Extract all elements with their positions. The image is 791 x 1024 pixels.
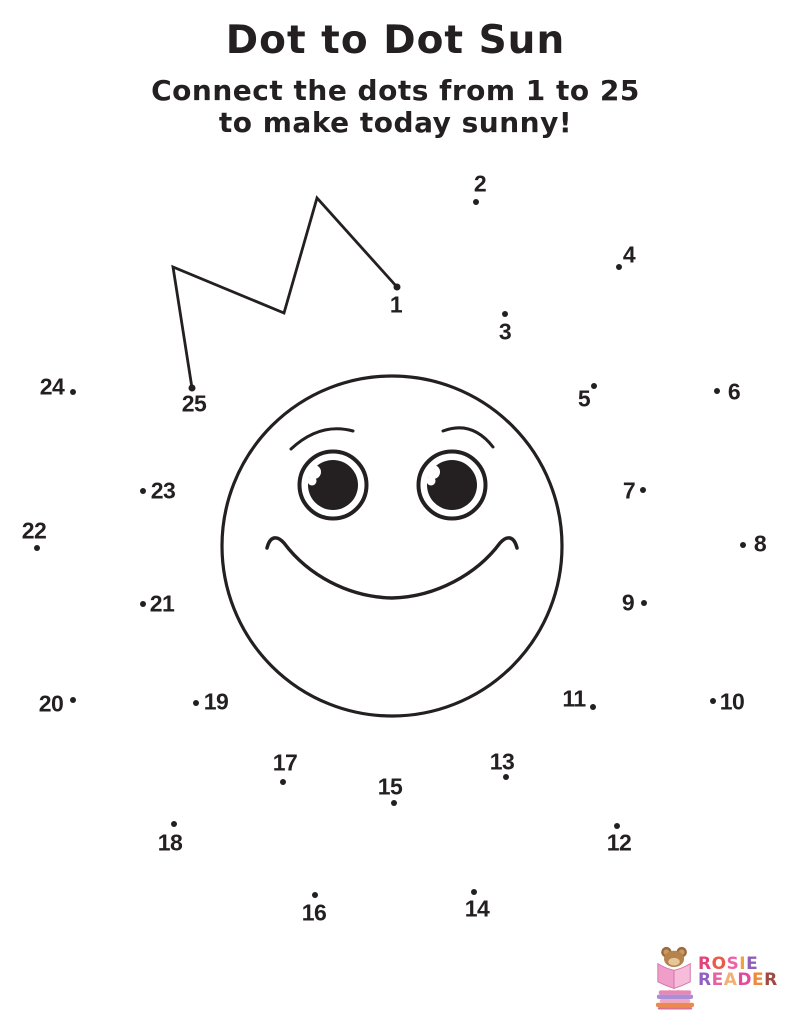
dot-label-25: 25 bbox=[181, 390, 207, 417]
dot-label-17: 17 bbox=[272, 749, 298, 776]
dot-23 bbox=[140, 488, 146, 494]
dot-24 bbox=[70, 389, 76, 395]
dot-label-19: 19 bbox=[203, 688, 229, 715]
dot-3 bbox=[502, 311, 508, 317]
dot-label-5: 5 bbox=[577, 385, 591, 412]
right-eye-highlight-small bbox=[427, 477, 436, 486]
reader-letter-2: E bbox=[711, 970, 724, 990]
dot-2 bbox=[473, 199, 479, 205]
dot-label-3: 3 bbox=[498, 318, 512, 345]
dot-9 bbox=[641, 600, 647, 606]
dot-17 bbox=[280, 779, 286, 785]
dot-21 bbox=[140, 601, 146, 607]
reader-letter-3: A bbox=[723, 970, 738, 990]
page-title: Dot to Dot Sun bbox=[225, 18, 566, 63]
dot-label-7: 7 bbox=[622, 477, 636, 504]
dot-label-2: 2 bbox=[473, 170, 487, 197]
dot-label-12: 12 bbox=[606, 829, 632, 856]
dot-label-21: 21 bbox=[149, 590, 175, 617]
dot-12 bbox=[614, 823, 620, 829]
rosie-letter-5: E bbox=[746, 954, 759, 974]
right-eye bbox=[419, 452, 486, 519]
sun-face-outline bbox=[222, 376, 562, 716]
dot-6 bbox=[714, 388, 720, 394]
dot-10 bbox=[710, 698, 716, 704]
left-eye bbox=[300, 452, 367, 519]
reader-letter-6: R bbox=[764, 970, 778, 990]
dot-label-13: 13 bbox=[489, 748, 515, 775]
left-eye-highlight-small bbox=[308, 477, 317, 486]
dot-label-1: 1 bbox=[389, 291, 403, 318]
dot-label-23: 23 bbox=[150, 477, 176, 504]
dot-5 bbox=[591, 383, 597, 389]
dot-label-11: 11 bbox=[562, 685, 586, 712]
dot-20 bbox=[70, 697, 76, 703]
dot-label-9: 9 bbox=[621, 589, 635, 616]
dot-8 bbox=[740, 542, 746, 548]
dot-18 bbox=[171, 821, 177, 827]
dot-label-24: 24 bbox=[39, 373, 65, 400]
reader-letter-5: E bbox=[752, 970, 765, 990]
dot-label-18: 18 bbox=[157, 829, 183, 856]
dot-15 bbox=[391, 800, 397, 806]
rosie-letter-2: O bbox=[711, 954, 727, 974]
dot-label-6: 6 bbox=[727, 378, 741, 405]
reader-letter-1: R bbox=[698, 970, 712, 990]
logo-text-reader bbox=[698, 972, 778, 988]
rosie-letter-4: I bbox=[739, 954, 747, 974]
reader-letter-4: D bbox=[737, 970, 753, 990]
logo-text bbox=[698, 956, 778, 988]
dot-4 bbox=[616, 264, 622, 270]
rosie-reader-logo bbox=[654, 944, 778, 1010]
rosie-letter-1: R bbox=[698, 954, 712, 974]
dot-label-16: 16 bbox=[301, 899, 327, 926]
dot-19 bbox=[193, 700, 199, 706]
dot-22 bbox=[34, 545, 40, 551]
dot-label-14: 14 bbox=[464, 895, 490, 922]
dot-1 bbox=[394, 284, 401, 291]
dot-14 bbox=[471, 889, 477, 895]
dot-label-22: 22 bbox=[21, 517, 47, 544]
dot-label-10: 10 bbox=[719, 688, 745, 715]
predrawn-ray-line bbox=[173, 198, 397, 388]
dot-label-15: 15 bbox=[377, 773, 403, 800]
instructions-line-1: Connect the dots from 1 to 25 bbox=[151, 74, 640, 107]
dot-11 bbox=[590, 704, 596, 710]
rosie-letter-3: S bbox=[726, 954, 740, 974]
dot-label-8: 8 bbox=[753, 530, 767, 557]
dot-16 bbox=[312, 892, 318, 898]
dot-label-20: 20 bbox=[38, 690, 64, 717]
reading-bear-mascot-icon bbox=[654, 944, 696, 1010]
instructions-line-2: to make today sunny! bbox=[218, 106, 573, 139]
right-eye-highlight bbox=[426, 465, 440, 479]
dot-label-4: 4 bbox=[622, 241, 636, 268]
dot-7 bbox=[640, 487, 646, 493]
sun-face bbox=[222, 376, 562, 716]
left-eye-highlight bbox=[307, 465, 321, 479]
